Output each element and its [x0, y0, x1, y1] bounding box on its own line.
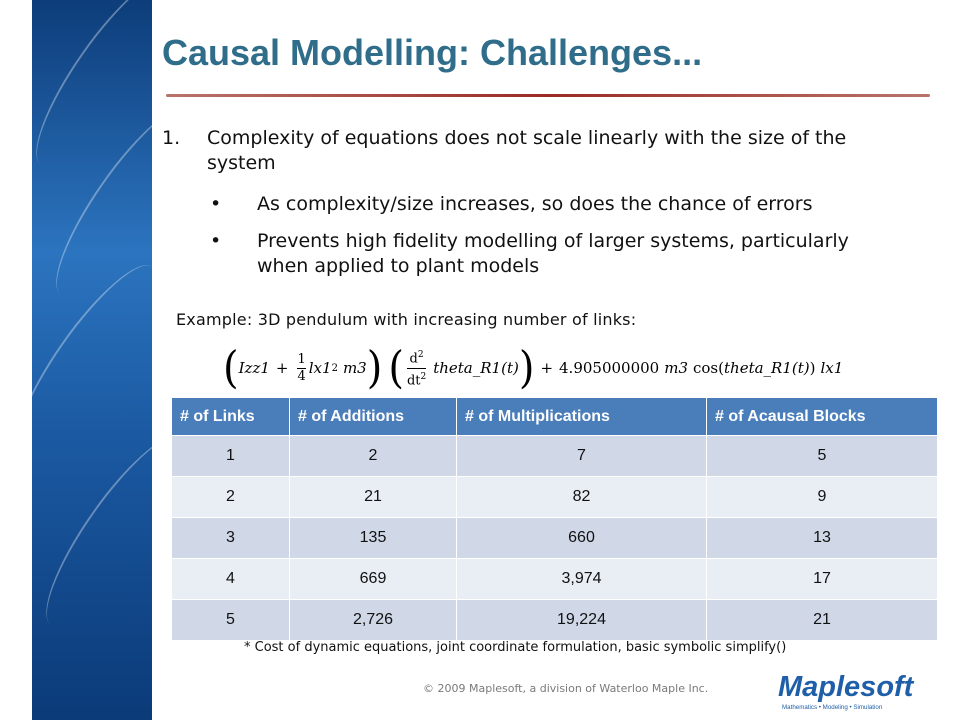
column-header: # of Multiplications [457, 398, 707, 436]
column-header: # of Additions [290, 398, 457, 436]
table-cell: 3,974 [457, 559, 707, 600]
example-caption: Example: 3D pendulum with increasing number of links: [176, 310, 637, 329]
maplesoft-logo [776, 668, 916, 712]
bullet-item [210, 229, 900, 279]
column-header: # of Links [172, 398, 290, 436]
table-cell: 660 [457, 518, 707, 559]
numbered-point [162, 126, 902, 176]
table-row [172, 477, 938, 518]
bullet-text: As complexity/size increases, so does the chance of errors [257, 193, 813, 215]
column-header: # of Acausal Blocks [707, 398, 938, 436]
table-row [172, 559, 938, 600]
table-cell: 2,726 [290, 600, 457, 641]
table-cell: 21 [290, 477, 457, 518]
table-cell: 9 [707, 477, 938, 518]
table-cell: 17 [707, 559, 938, 600]
table-cell: 13 [707, 518, 938, 559]
title-underline [166, 94, 930, 97]
table-cell: 1 [172, 436, 290, 477]
table-cell: 2 [172, 477, 290, 518]
table-header-row [172, 398, 938, 436]
table-cell: 135 [290, 518, 457, 559]
slide-title: Causal Modelling: Challenges... [162, 32, 703, 73]
table-row [172, 600, 938, 641]
table-cell: 21 [707, 600, 938, 641]
bullet-dot-icon: • [210, 193, 222, 215]
table-cell: 669 [290, 559, 457, 600]
table-cell: 4 [172, 559, 290, 600]
copyright-notice: © 2009 Maplesoft, a division of Waterloo Maple Inc. [423, 682, 709, 695]
point-text: Complexity of equations does not scale linearly with the size of the system [207, 127, 847, 174]
table-cell: 3 [172, 518, 290, 559]
table-row [172, 436, 938, 477]
point-number: 1. [162, 127, 181, 149]
table-row [172, 518, 938, 559]
table-cell: 7 [457, 436, 707, 477]
left-decorative-band [32, 0, 152, 720]
links-cost-table [172, 398, 938, 640]
table-cell: 19,224 [457, 600, 707, 641]
table-cell: 5 [707, 436, 938, 477]
logo-wordmark: Maplesoft [778, 671, 914, 703]
logo-tagline: Mathematics • Modeling • Simulation [782, 704, 883, 711]
table-cell: 5 [172, 600, 290, 641]
table-cell: 82 [457, 477, 707, 518]
bullet-dot-icon: • [210, 230, 222, 252]
table-footnote: * Cost of dynamic equations, joint coordinate formulation, basic symbolic simplify() [244, 640, 787, 655]
band-streak [32, 419, 152, 643]
pendulum-equation: ( Izz1 + $\frac{1}{4}$ lx1 2 m3 ) ( $\frac{d^2}{dt^2}$ theta_R1 (t) ) + 4.905000000 m3 cos ( theta_R1 (t) ) lx1 [223, 342, 844, 394]
fraction: $\frac{1}{4}$ [297, 351, 306, 384]
table-cell: 2 [290, 436, 457, 477]
bullet-item [210, 192, 900, 217]
bullet-text: Prevents high fidelity modelling of larger systems, particularly when applied to plant models [257, 230, 849, 277]
derivative-fraction: $\frac{d^2}{dt^2}$ [406, 350, 427, 388]
